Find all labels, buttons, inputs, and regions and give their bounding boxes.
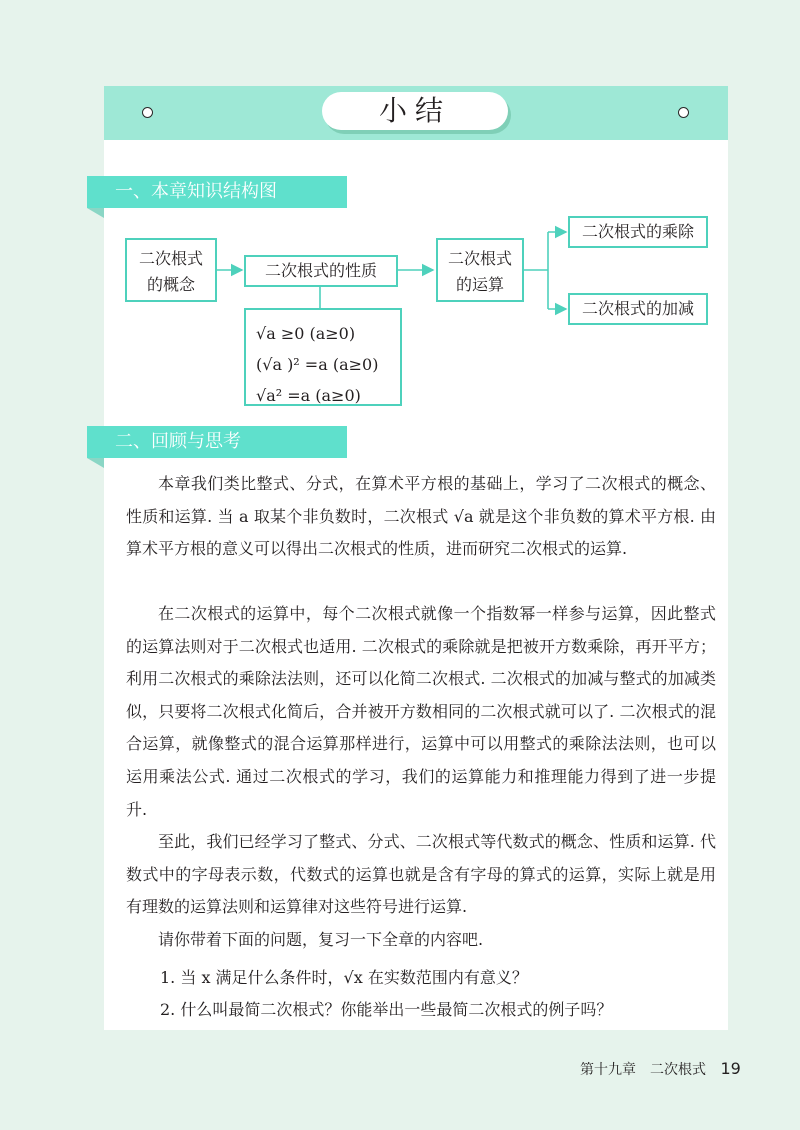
page-title: 小结 xyxy=(322,92,508,130)
section-heading-review: 二、回顾与思考 xyxy=(87,426,347,458)
section-heading-structure: 一、本章知识结构图 xyxy=(87,176,347,208)
question-1: 1. 当 x 满足什么条件时，√x 在实数范围内有意义？ xyxy=(160,968,528,987)
section-tab-shape xyxy=(87,458,104,468)
concept-box xyxy=(125,238,217,302)
concept-line1: 二次根式 xyxy=(138,249,203,268)
concept-line2: 的概念 xyxy=(146,275,195,294)
formula-1: √a ≥0 (a≥0) xyxy=(256,324,356,343)
mul-div-box: 二次根式的乘除 xyxy=(568,216,708,248)
operation-box xyxy=(436,238,524,302)
formula-3: √a² =a (a≥0) xyxy=(256,386,361,405)
operation-line1: 二次根式 xyxy=(447,249,512,268)
add-sub-box: 二次根式的加减 xyxy=(568,293,708,325)
formula-box xyxy=(244,308,402,406)
paragraph-2: 在二次根式的运算中，每个二次根式就像一个指数幂一样参与运算，因此整式的运算法则对于二次根式也适用. 二次根式的乘除就是把被开方数乘除，再开平方；利用二次根式的乘除法法则，还可以化简二次根式. 二次根式的加减与整式的加减类似，只要将二次根式化简后，合并被开方数相同的二次根式就可以了. 二次根式的混合运算，就像整式的混合运算那样进行，运算中可以用整式的乘除法法则，也可以运用乘法公式. 通过二次根式的学习，我们的运算能力和推理能力得到了进一步提升. xyxy=(126,604,716,819)
operation-line2: 的运算 xyxy=(455,275,504,294)
property-box: 二次根式的性质 xyxy=(244,255,398,287)
question-2: 2. 什么叫最简二次根式？你能举出一些最简二次根式的例子吗？ xyxy=(160,1000,613,1019)
footer-chapter: 第十九章 二次根式 xyxy=(580,1062,706,1078)
page-number: 19 xyxy=(720,1059,741,1078)
page-footer xyxy=(580,1059,741,1079)
paragraph-4: 请你带着下面的问题，复习一下全章的内容吧. xyxy=(158,930,484,949)
formula-2: (√a )² =a (a≥0) xyxy=(256,355,379,374)
paragraph-1: 本章我们类比整式、分式，在算术平方根的基础上，学习了二次根式的概念、性质和运算. 当 a 取某个非负数时，二次根式 √a 就是这个非负数的算术平方根. 由算术平方根的意义可以得出二次根式的性质，进而研究二次根式的运算. xyxy=(126,474,716,559)
paragraph-3: 至此，我们已经学习了整式、分式、二次根式等代数式的概念、性质和运算. 代数式中的字母表示数，代数式的运算也就是含有字母的算式的运算，实际上就是用有理数的运算法则和运算律对这些符号进行运算. xyxy=(126,832,716,917)
